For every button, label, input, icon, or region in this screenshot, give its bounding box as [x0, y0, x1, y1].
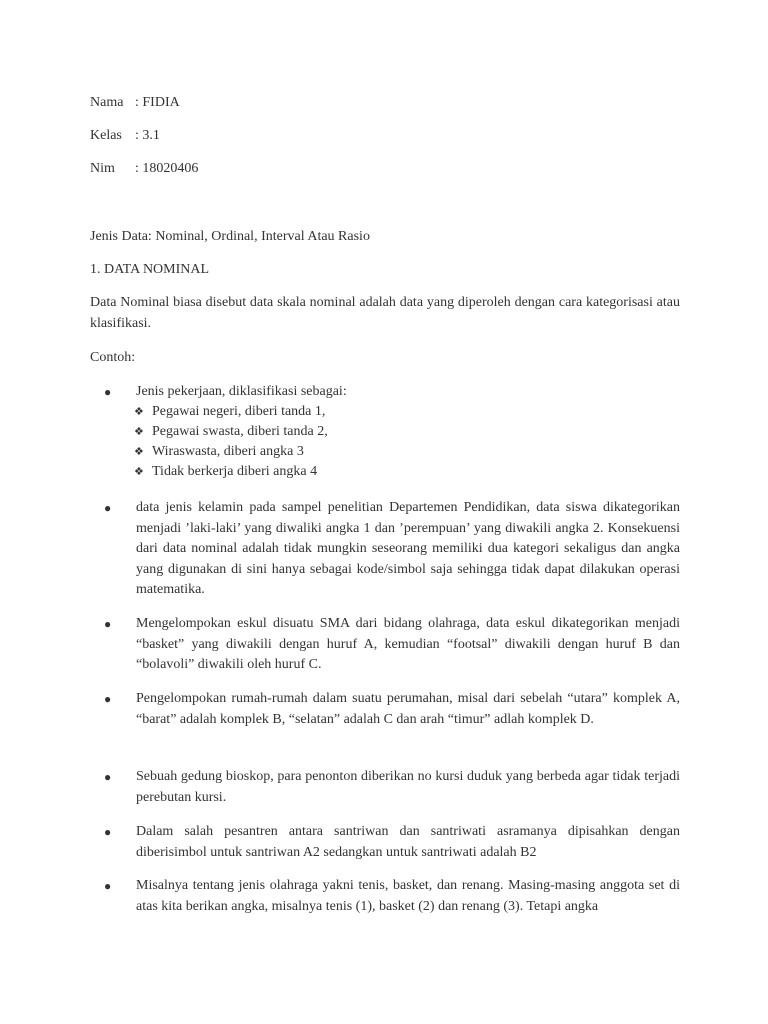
sub-list-item [134, 422, 328, 442]
bullet-icon: ● [104, 879, 112, 893]
bullet-icon: ● [104, 385, 112, 399]
diamond-icon: ❖ [134, 466, 144, 478]
list-item [136, 382, 680, 403]
nim-label: Nim [90, 161, 115, 176]
list-item: Pengelompokan rumah-rumah dalam suatu perumahan, misal dari sebelah “utara” komplek A, “barat” adalah komplek B, “selatan” adalah C dan arah “timur” adlah komplek D. [136, 691, 680, 727]
nim-row [90, 159, 198, 179]
diamond-icon: ❖ [134, 426, 144, 438]
sub-list-item [134, 442, 304, 462]
list-item: data jenis kelamin pada sampel penelitian Departemen Pendidikan, data siswa dikategorikan menjadi ’laki-laki’ yang diwaliki angka 1 dan ’perempuan’ yang diwakili angka 2. Konsekuensi dari data nominal adalah tidak mungkin seseorang memiliki dua kategori sekaligus dan angka yang digunakan di sini hanya sebagai kode/simbol saja sehingga tidak dapat dilakukan operasi matematika. [136, 500, 680, 597]
sub-list-item-text: Tidak berkerja diberi angka 4 [152, 464, 318, 479]
nim-value: : 18020406 [135, 161, 199, 176]
list-item: Sebuah gedung bioskop, para penonton diberikan no kursi duduk yang berbeda agar tidak terjadi perebutan kursi. [136, 769, 680, 805]
class-value: : 3.1 [135, 128, 160, 143]
list-item: Dalam salah pesantren antara santriwan dan santriwati asramanya dipisahkan dengan diberisimbol untuk santriwan A2 sedangkan untuk santriwati adalah B2 [136, 824, 680, 860]
sub-list-item-text: Pegawai swasta, diberi tanda 2, [152, 424, 328, 439]
sub-list-item-text: Wiraswasta, diberi angka 3 [152, 444, 304, 459]
bullet-icon: ● [104, 501, 112, 515]
definition-paragraph: Data Nominal biasa disebut data skala nominal adalah data yang diperoleh dengan cara kategorisasi atau klasifikasi. [90, 295, 680, 331]
list-item: Misalnya tentang jenis olahraga yakni tenis, basket, dan renang. Masing-masing anggota set di atas kita berikan angka, misalnya tenis (1), basket (2) dan renang (3). Tetapi angka [136, 878, 680, 914]
list-item: Mengelompokan eskul disuatu SMA dari bidang olahraga, data eskul dikategorikan menjadi “basket” yang diwakili dengan huruf A, kemudian “footsal” diwakili dengan huruf B dan “bolavoli” diwakili oleh huruf C. [136, 616, 680, 672]
sub-list-item [134, 402, 325, 422]
class-label: Kelas [90, 128, 122, 143]
diamond-icon: ❖ [134, 446, 144, 458]
bullet-icon: ● [104, 617, 112, 631]
document-heading: Jenis Data: Nominal, Ordinal, Interval Atau Rasio [90, 229, 370, 244]
example-label: Contoh: [90, 350, 136, 365]
class-row [90, 126, 160, 146]
sub-list-item [134, 462, 317, 482]
bullet-icon: ● [104, 825, 112, 839]
list-item-text: Jenis pekerjaan, diklasifikasi sebagai: [136, 384, 347, 399]
bullet-icon: ● [104, 692, 112, 706]
sub-list-item-text: Pegawai negeri, diberi tanda 1, [152, 404, 326, 419]
name-row [90, 93, 180, 113]
diamond-icon: ❖ [134, 406, 144, 418]
name-label: Nama [90, 95, 124, 110]
name-value: : FIDIA [135, 95, 180, 110]
section-title: 1. DATA NOMINAL [90, 262, 210, 277]
bullet-icon: ● [104, 770, 112, 784]
